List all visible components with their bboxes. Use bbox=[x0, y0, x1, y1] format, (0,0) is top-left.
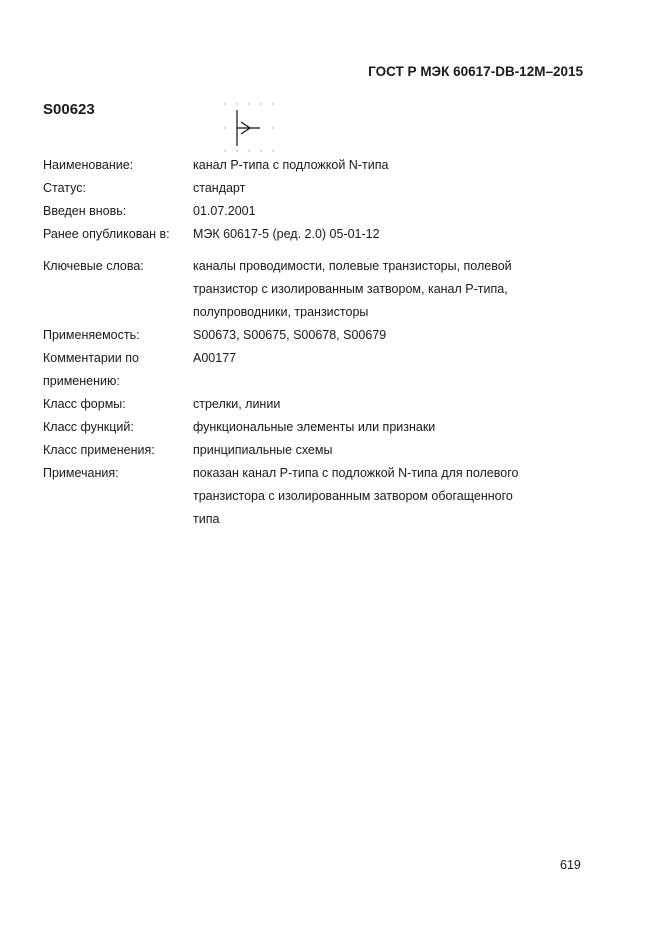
value-line: полупроводники, транзисторы bbox=[193, 305, 369, 319]
field-value: МЭК 60617-5 (ред. 2.0) 05-01-12 bbox=[193, 227, 380, 241]
field-label: Класс формы: bbox=[43, 397, 126, 411]
field-label: Примечания: bbox=[43, 466, 119, 480]
symbol-code: S00623 bbox=[43, 101, 95, 118]
field-label: Статус: bbox=[43, 181, 86, 195]
label-line: применению: bbox=[43, 374, 120, 388]
field-table bbox=[43, 154, 603, 531]
field-label: Наименование: bbox=[43, 158, 134, 172]
value-line: транзистора с изолированным затвором обогащенного bbox=[193, 489, 513, 503]
page-number: 619 bbox=[560, 858, 581, 872]
standard-header: ГОСТ Р МЭК 60617-DB-12M–2015 bbox=[368, 64, 583, 79]
field-label: Ранее опубликован в: bbox=[43, 227, 170, 241]
value-line: транзистор с изолированным затвором, канал P-типа, bbox=[193, 282, 508, 296]
field-value: 01.07.2001 bbox=[193, 204, 256, 218]
field-value: канал P-типа с подложкой N-типа bbox=[193, 158, 389, 172]
field-row-name bbox=[43, 154, 603, 177]
field-row-function-class bbox=[43, 416, 603, 439]
field-value bbox=[193, 462, 553, 531]
field-value: стрелки, линии bbox=[193, 397, 281, 411]
field-row-applicability bbox=[43, 324, 603, 347]
value-line: показан канал P-типа с подложкой N-типа для полевого bbox=[193, 466, 519, 480]
field-label: Применяемость: bbox=[43, 328, 140, 342]
field-row-introduced bbox=[43, 200, 603, 223]
field-label: Класс функций: bbox=[43, 420, 134, 434]
field-label: Класс применения: bbox=[43, 443, 155, 457]
field-value: A00177 bbox=[193, 351, 237, 365]
field-value: стандарт bbox=[193, 181, 246, 195]
label-line: Комментарии по bbox=[43, 351, 139, 365]
field-row-comments bbox=[43, 347, 603, 393]
field-value: S00673, S00675, S00678, S00679 bbox=[193, 328, 387, 342]
field-label: Ключевые слова: bbox=[43, 259, 144, 273]
field-row-notes bbox=[43, 462, 603, 531]
field-row-status bbox=[43, 177, 603, 200]
value-line: типа bbox=[193, 512, 220, 526]
field-label bbox=[43, 347, 193, 393]
p-channel-n-substrate-symbol-icon bbox=[222, 102, 278, 152]
field-row-keywords bbox=[43, 255, 603, 324]
field-value: функциональные элементы или признаки bbox=[193, 420, 436, 434]
field-value: принципиальные схемы bbox=[193, 443, 333, 457]
field-value bbox=[193, 255, 553, 324]
field-row-shape-class bbox=[43, 393, 603, 416]
field-row-application-class bbox=[43, 439, 603, 462]
value-line: каналы проводимости, полевые транзисторы, полевой bbox=[193, 259, 512, 273]
field-row-published bbox=[43, 223, 603, 246]
field-label: Введен вновь: bbox=[43, 204, 127, 218]
